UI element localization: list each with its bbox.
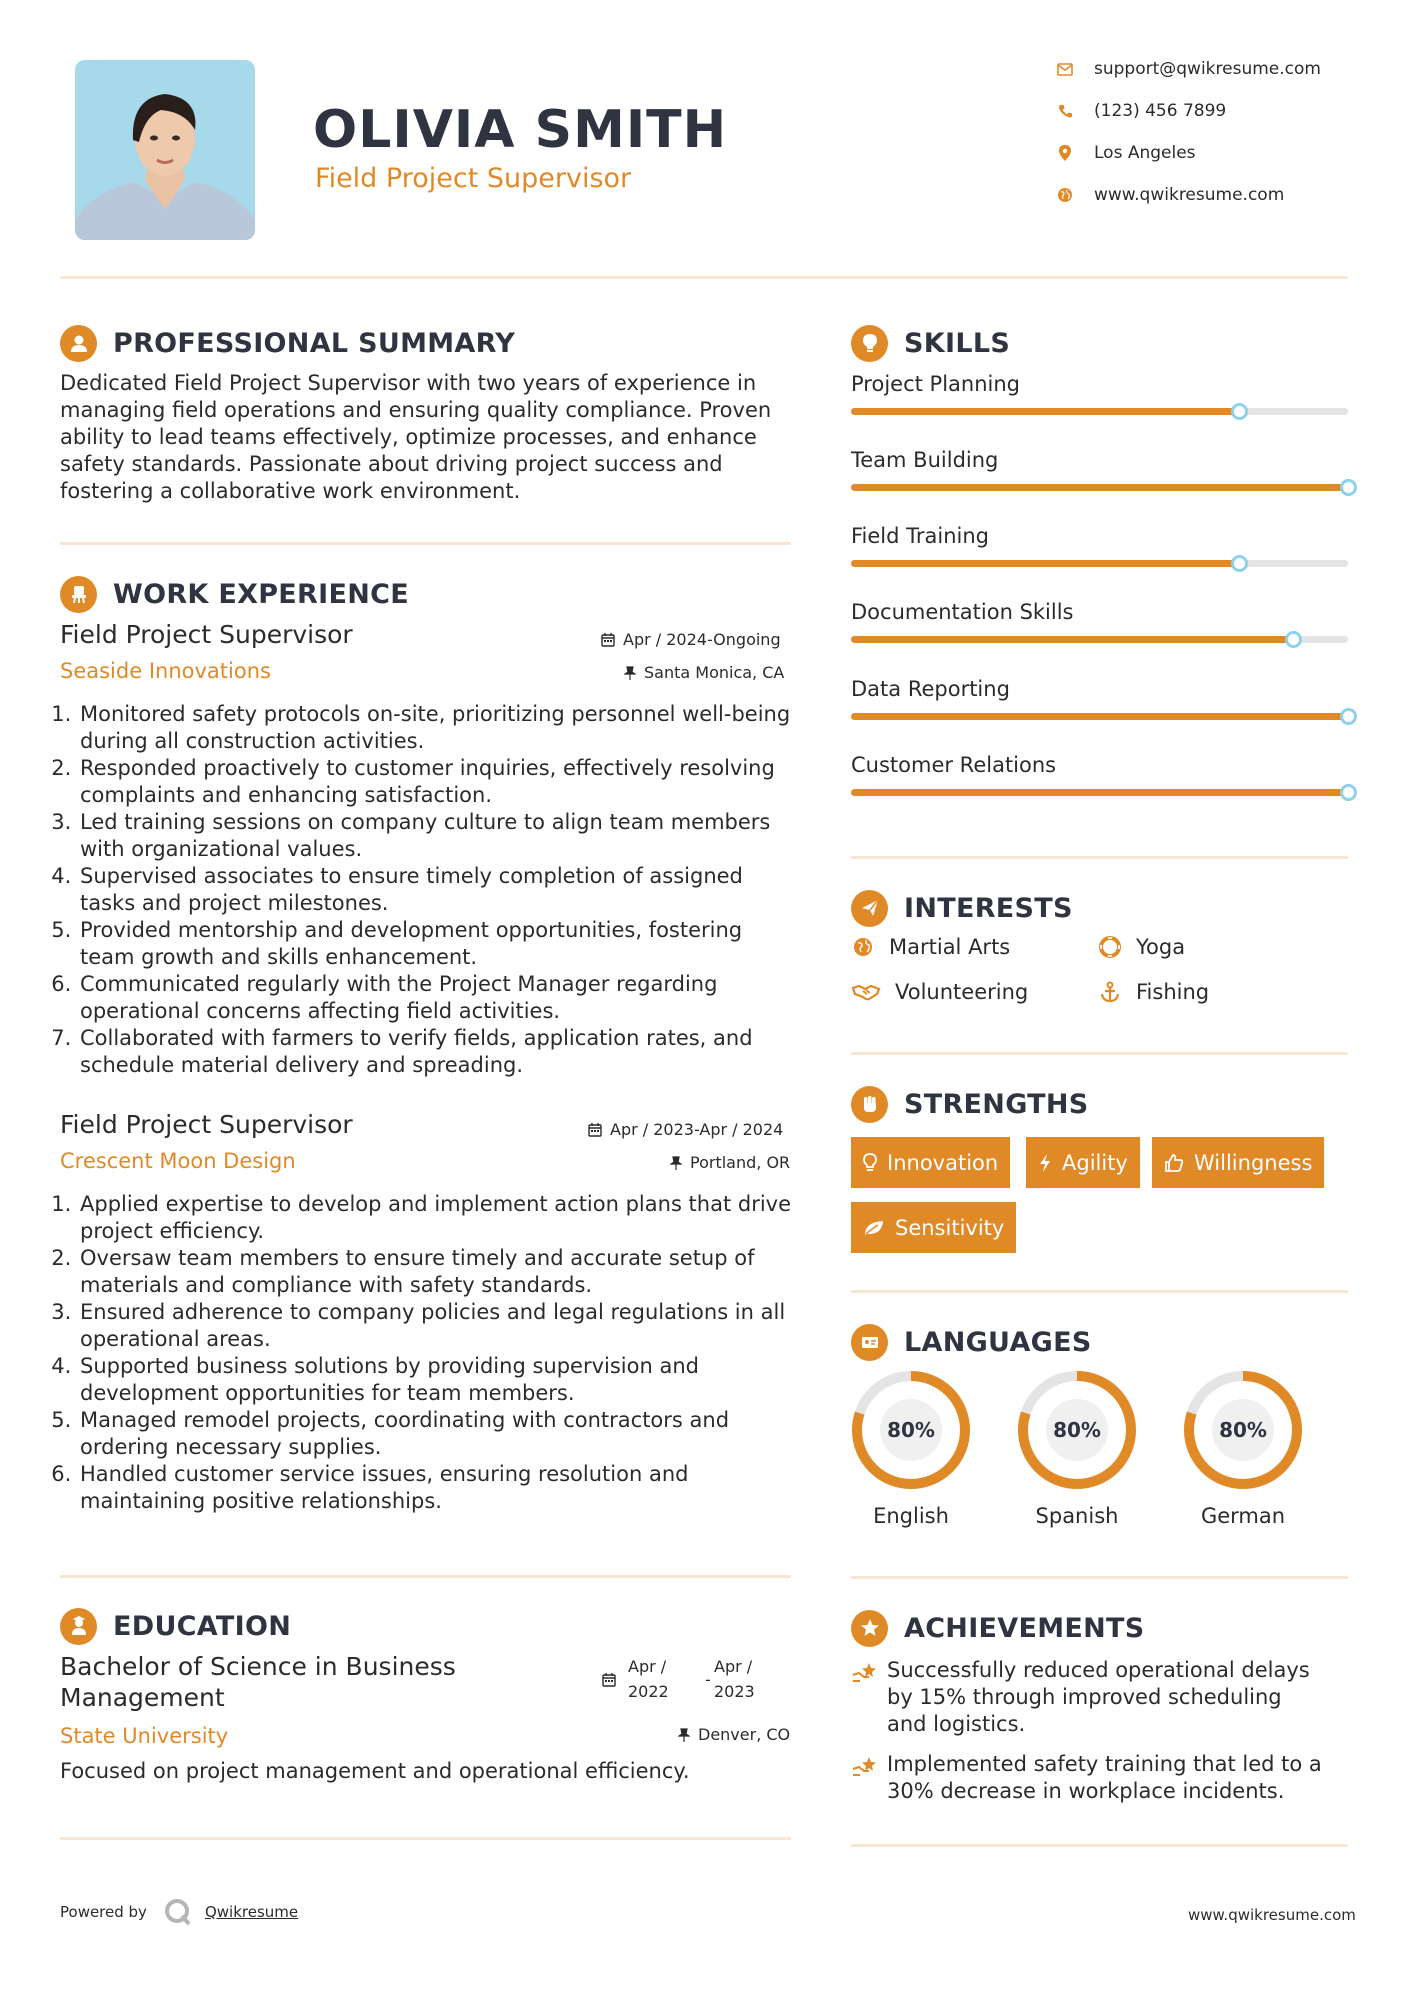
interest-item xyxy=(851,935,1010,959)
summary-text: Dedicated Field Project Supervisor with two years of experience in managing field operations and ensuring quality compliance. Proven ability to lead teams effectively, optimize processes, and enhance safety standards. Passionate about driving project success and fostering a collaborative work environment. xyxy=(60,371,772,503)
pushpin-icon xyxy=(624,666,636,680)
skill-bar-fill xyxy=(851,713,1348,720)
id-card-icon xyxy=(851,1324,888,1361)
language-name: Spanish xyxy=(1035,1504,1119,1528)
job-1-duty: 4. Supervised associates to ensure timely completion of assigned tasks and project milestones. xyxy=(78,863,800,917)
language-name: German xyxy=(1200,1504,1286,1528)
skill-name: Team Building xyxy=(851,448,999,472)
interests-title: INTERESTS xyxy=(904,892,1073,924)
summary-divider xyxy=(60,542,791,545)
job-1-dates xyxy=(601,630,781,649)
fist-icon xyxy=(851,1086,888,1123)
job-2-duty: 4. Supported business solutions by providing supervision and development opportunities for team members. xyxy=(78,1353,800,1407)
achievements-divider xyxy=(851,1844,1348,1847)
skill-level-knob[interactable] xyxy=(1340,784,1357,801)
globe-icon xyxy=(1056,186,1074,204)
language-name: English xyxy=(873,1504,949,1528)
languages-divider xyxy=(851,1576,1348,1579)
pushpin-icon xyxy=(678,1728,690,1742)
header-divider xyxy=(60,276,1348,279)
achievements-heading xyxy=(851,1608,1145,1648)
skill-bar-fill xyxy=(851,484,1348,491)
interest-label: Yoga xyxy=(1136,935,1186,959)
life-ring-icon xyxy=(1098,935,1122,959)
interest-label: Martial Arts xyxy=(889,935,1011,959)
strength-tag xyxy=(1152,1137,1324,1188)
job-1-dates-text: Apr / 2024-Ongoing xyxy=(623,630,781,649)
skills-title: SKILLS xyxy=(904,327,1011,359)
job-2-duty: 5. Managed remodel projects, coordinating with contractors and ordering necessary supplies. xyxy=(78,1407,800,1461)
skill-bar-fill xyxy=(851,560,1239,567)
strength-label: Sensitivity xyxy=(895,1215,1005,1240)
powered-by-label: Powered by xyxy=(60,1903,147,1921)
job-2-dates-text: Apr / 2023-Apr / 2024 xyxy=(610,1120,784,1139)
qwikresume-logo-icon xyxy=(163,1897,193,1927)
interest-item xyxy=(1098,980,1209,1004)
star-hand-icon xyxy=(851,1751,887,1805)
skill-level-knob[interactable] xyxy=(1231,555,1248,572)
interest-item xyxy=(1098,935,1185,959)
strengths-title: STRENGTHS xyxy=(904,1088,1089,1120)
job-1-duty: 7. Collaborated with farmers to verify fields, application rates, and schedule material delivery and spreading. xyxy=(78,1025,800,1079)
job-2-company: Crescent Moon Design xyxy=(60,1149,296,1173)
profile-photo xyxy=(75,60,255,240)
interest-label: Fishing xyxy=(1136,980,1210,1004)
contact-phone-text: (123) 456 7899 xyxy=(1094,101,1227,121)
strength-tag xyxy=(851,1137,1010,1188)
experience-divider xyxy=(60,1575,791,1578)
candidate-name: OLIVIA SMITH xyxy=(313,100,728,160)
language-percent: 80% xyxy=(1053,1418,1101,1442)
skill-name: Field Training xyxy=(851,524,990,548)
language-progress-ring xyxy=(1015,1368,1139,1492)
skill-item xyxy=(851,677,1351,705)
strength-tag xyxy=(851,1202,1016,1253)
job-2-duty: 2. Oversaw team members to ensure timely and accurate setup of materials and compliance with safety standards. xyxy=(78,1245,800,1299)
mail-icon xyxy=(1056,60,1074,78)
education-school: State University xyxy=(60,1724,229,1748)
job-1-duty: 3. Led training sessions on company culture to align team members with organizational values. xyxy=(78,809,800,863)
job-2-duties xyxy=(60,1191,800,1515)
interests-divider xyxy=(851,1052,1348,1055)
skill-level-knob[interactable] xyxy=(1340,479,1357,496)
skill-bar-fill xyxy=(851,789,1348,796)
job-2-duty: 1. Applied expertise to develop and implement action plans that drive project efficiency. xyxy=(78,1191,800,1245)
footer-powered-by xyxy=(60,1897,298,1927)
candidate-role: Field Project Supervisor xyxy=(315,163,632,194)
star-badge-icon xyxy=(851,1610,888,1647)
skill-item xyxy=(851,524,1351,552)
star-hand-icon xyxy=(851,1657,887,1738)
contact-website-text: www.qwikresume.com xyxy=(1094,185,1285,205)
skill-level-knob[interactable] xyxy=(1231,403,1248,420)
job-1-duty: 2. Responded proactively to customer inquiries, effectively resolving complaints and enhancing satisfaction. xyxy=(78,755,800,809)
language-progress-ring xyxy=(1181,1368,1305,1492)
job-1-company: Seaside Innovations xyxy=(60,659,271,683)
skill-bar xyxy=(851,636,1348,643)
graduate-icon xyxy=(60,1608,97,1645)
skill-bar xyxy=(851,560,1348,567)
achievements-title: ACHIEVEMENTS xyxy=(904,1612,1145,1644)
contact-location-text: Los Angeles xyxy=(1094,143,1196,163)
language-percent: 80% xyxy=(887,1418,935,1442)
lightbulb-icon xyxy=(863,1153,877,1173)
skill-name: Customer Relations xyxy=(851,753,1057,777)
skill-bar xyxy=(851,484,1348,491)
skill-item xyxy=(851,600,1351,628)
skill-bar xyxy=(851,789,1348,796)
globe-icon xyxy=(851,935,875,959)
skill-level-knob[interactable] xyxy=(1285,631,1302,648)
chair-icon xyxy=(60,576,97,613)
job-2-location xyxy=(670,1153,790,1172)
languages-heading xyxy=(851,1322,1092,1362)
user-icon xyxy=(60,325,97,362)
language-item xyxy=(849,1368,973,1528)
job-2-duty: 3. Ensured adherence to company policies and legal regulations in all operational areas. xyxy=(78,1299,800,1353)
skill-bar xyxy=(851,408,1348,415)
job-2-duty: 6. Handled customer service issues, ensuring resolution and maintaining positive relationships. xyxy=(78,1461,800,1515)
education-degree-line-1: Bachelor of Science in Business xyxy=(60,1652,456,1681)
skills-heading xyxy=(851,323,1010,363)
handshake-icon xyxy=(851,980,881,1004)
contact-email[interactable] xyxy=(1056,54,1386,84)
achievement-text: Implemented safety training that led to a 30% decrease in workplace incidents. xyxy=(887,1752,1322,1803)
job-2-title: Field Project Supervisor xyxy=(60,1110,353,1139)
education-location xyxy=(678,1725,790,1744)
skill-bar-fill xyxy=(851,636,1293,643)
skill-item xyxy=(851,448,1351,476)
job-1-title: Field Project Supervisor xyxy=(60,620,353,649)
phone-icon xyxy=(1056,102,1074,120)
education-start-b: 2022 xyxy=(628,1682,669,1701)
contact-location xyxy=(1056,138,1386,168)
language-item xyxy=(1015,1368,1139,1528)
language-percent: 80% xyxy=(1219,1418,1267,1442)
education-calendar xyxy=(602,1673,624,1687)
strength-label: Willingness xyxy=(1194,1150,1313,1175)
job-1-duties xyxy=(60,701,800,1079)
summary-title: PROFESSIONAL SUMMARY xyxy=(113,327,516,359)
contact-website[interactable] xyxy=(1056,180,1386,210)
location-pin-icon xyxy=(1056,144,1074,162)
strength-tag xyxy=(1026,1137,1140,1188)
education-end-a: Apr / xyxy=(714,1657,753,1676)
lightbulb-icon xyxy=(851,325,888,362)
achievement-item xyxy=(851,1657,1327,1738)
pushpin-icon xyxy=(670,1156,682,1170)
achievement-item xyxy=(851,1751,1327,1805)
strength-label: Innovation xyxy=(887,1150,999,1175)
job-1-location xyxy=(624,663,784,682)
education-heading xyxy=(60,1606,291,1646)
anchor-icon xyxy=(1098,980,1122,1004)
job-2-dates xyxy=(588,1120,783,1139)
calendar-icon xyxy=(588,1123,602,1137)
interests-heading xyxy=(851,888,1073,928)
summary-heading xyxy=(60,323,515,363)
job-1-duty: 1. Monitored safety protocols on-site, prioritizing personnel well-being during all construction activities. xyxy=(78,701,800,755)
skill-name: Documentation Skills xyxy=(851,600,1074,624)
skill-bar-fill xyxy=(851,408,1239,415)
education-location-text: Denver, CO xyxy=(698,1725,791,1744)
bolt-icon xyxy=(1038,1153,1052,1173)
job-1-duty: 5. Provided mentorship and development opportunities, fostering team growth and skills enhancement. xyxy=(78,917,800,971)
calendar-icon xyxy=(602,1673,616,1687)
footer-url[interactable]: www.qwikresume.com xyxy=(1188,1906,1356,1924)
job-1-location-text: Santa Monica, CA xyxy=(644,663,785,682)
education-degree-line-2: Management xyxy=(60,1683,225,1712)
education-title: EDUCATION xyxy=(113,1610,292,1642)
skills-divider xyxy=(851,856,1348,859)
contact-phone[interactable] xyxy=(1056,96,1386,126)
skill-level-knob[interactable] xyxy=(1340,708,1357,725)
language-progress-ring xyxy=(849,1368,973,1492)
experience-title: WORK EXPERIENCE xyxy=(113,578,409,610)
interest-label: Volunteering xyxy=(895,980,1029,1004)
job-2-location-text: Portland, OR xyxy=(690,1153,791,1172)
job-1-duty: 6. Communicated regularly with the Project Manager regarding operational concerns affecting field activities. xyxy=(78,971,800,1025)
leaf-icon xyxy=(863,1219,885,1237)
interest-item xyxy=(851,980,1028,1004)
skill-item xyxy=(851,753,1351,781)
strength-label: Agility xyxy=(1062,1150,1128,1175)
language-item xyxy=(1181,1368,1305,1528)
calendar-icon xyxy=(601,633,615,647)
strengths-heading xyxy=(851,1084,1089,1124)
education-description: Focused on project management and operational efficiency. xyxy=(60,1759,690,1783)
brand-link[interactable]: Qwikresume xyxy=(204,1903,299,1921)
strengths-divider xyxy=(851,1290,1348,1293)
paper-plane-icon xyxy=(851,890,888,927)
experience-heading xyxy=(60,574,409,614)
achievement-text: Successfully reduced operational delays by 15% through improved scheduling and logistics. xyxy=(887,1658,1310,1736)
education-start-a: Apr / xyxy=(628,1657,667,1676)
languages-title: LANGUAGES xyxy=(904,1326,1092,1358)
skill-name: Project Planning xyxy=(851,372,1020,396)
education-end-b: 2023 xyxy=(714,1682,755,1701)
skill-item xyxy=(851,372,1351,400)
thumbs-up-icon xyxy=(1164,1153,1184,1173)
skill-bar xyxy=(851,713,1348,720)
contact-email-text: support@qwikresume.com xyxy=(1094,59,1321,79)
skill-name: Data Reporting xyxy=(851,677,1010,701)
education-divider xyxy=(60,1837,791,1840)
education-date-separator: - xyxy=(705,1670,711,1689)
